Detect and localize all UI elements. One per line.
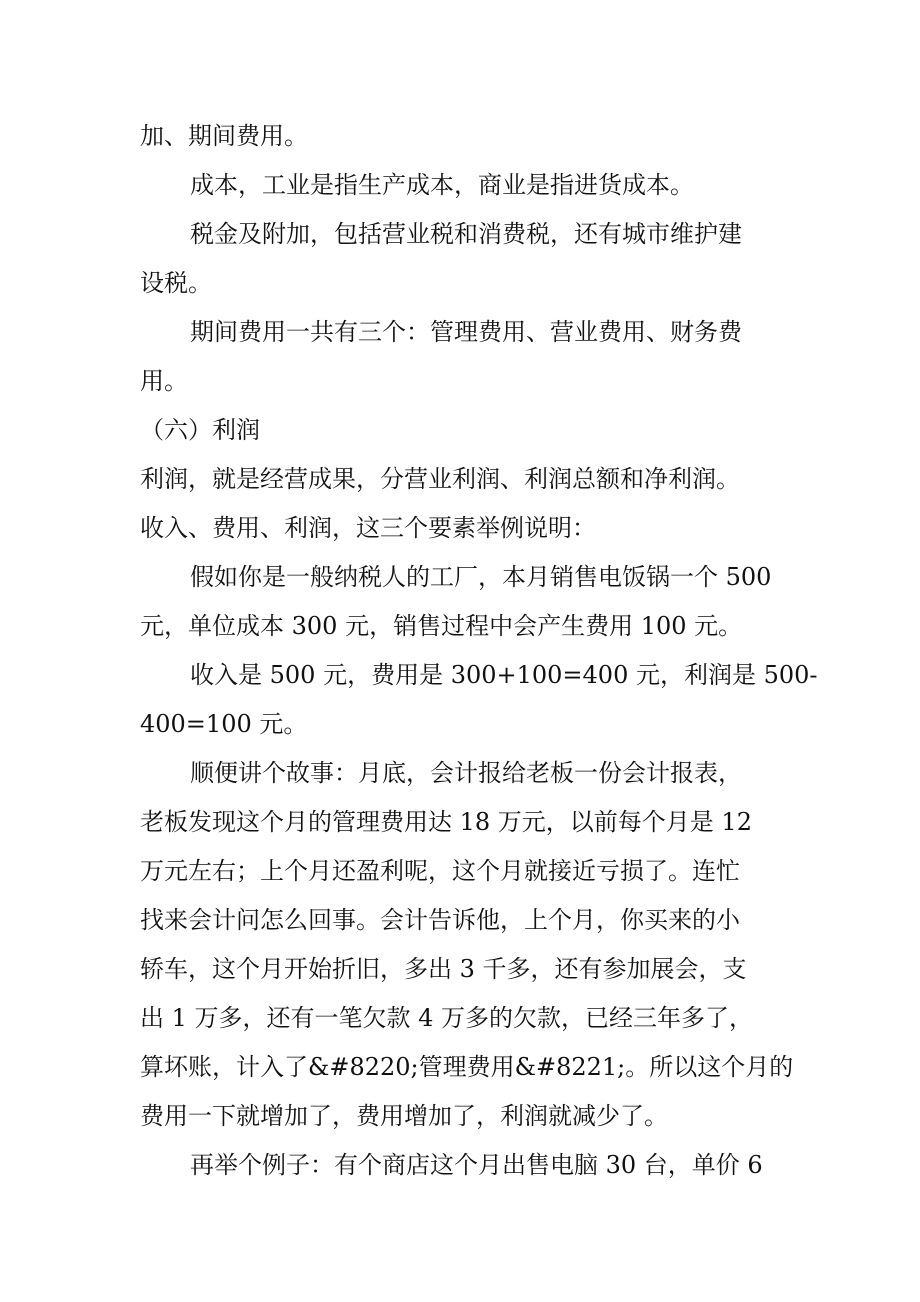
- section-heading: （六）利润: [140, 416, 260, 444]
- text-line: 万元左右；上个月还盈利呢，这个月就接近亏损了。连忙: [140, 857, 740, 885]
- text-line: 期间费用一共有三个：管理费用、营业费用、财务费: [190, 318, 742, 346]
- text-line: 税金及附加，包括营业税和消费税，还有城市维护建: [190, 220, 742, 248]
- text-line: 设税。: [140, 269, 212, 297]
- text-line: 收入是 500 元，费用是 300+100=400 元，利润是 500-: [190, 661, 818, 689]
- text-line: 费用一下就增加了，费用增加了，利润就减少了。: [140, 1102, 668, 1130]
- text-line: 算坏账，计入了&#8220;管理费用&#8221;。所以这个月的: [140, 1053, 794, 1081]
- text-line: 再举个例子：有个商店这个月出售电脑 30 台，单价 6: [190, 1151, 763, 1179]
- text-line: 出 1 万多，还有一笔欠款 4 万多的欠款，已经三年多了，: [140, 1004, 754, 1032]
- text-line: 元，单位成本 300 元，销售过程中会产生费用 100 元。: [140, 612, 743, 640]
- text-line: 400=100 元。: [140, 710, 308, 738]
- text-line: 用。: [140, 367, 188, 395]
- text-line: 加、期间费用。: [140, 122, 308, 150]
- text-line: 利润，就是经营成果，分营业利润、利润总额和净利润。: [140, 465, 740, 493]
- text-line: 假如你是一般纳税人的工厂，本月销售电饭锅一个 500: [190, 563, 772, 591]
- text-line: 老板发现这个月的管理费用达 18 万元，以前每个月是 12: [140, 808, 752, 836]
- text-line: 收入、费用、利润，这三个要素举例说明：: [140, 514, 596, 542]
- text-line: 找来会计问怎么回事。会计告诉他，上个月，你买来的小: [140, 906, 740, 934]
- text-line: 轿车，这个月开始折旧，多出 3 千多，还有参加展会，支: [140, 955, 747, 983]
- text-line: 成本，工业是指生产成本，商业是指进货成本。: [190, 171, 694, 199]
- text-line: 顺便讲个故事：月底，会计报给老板一份会计报表，: [190, 759, 742, 787]
